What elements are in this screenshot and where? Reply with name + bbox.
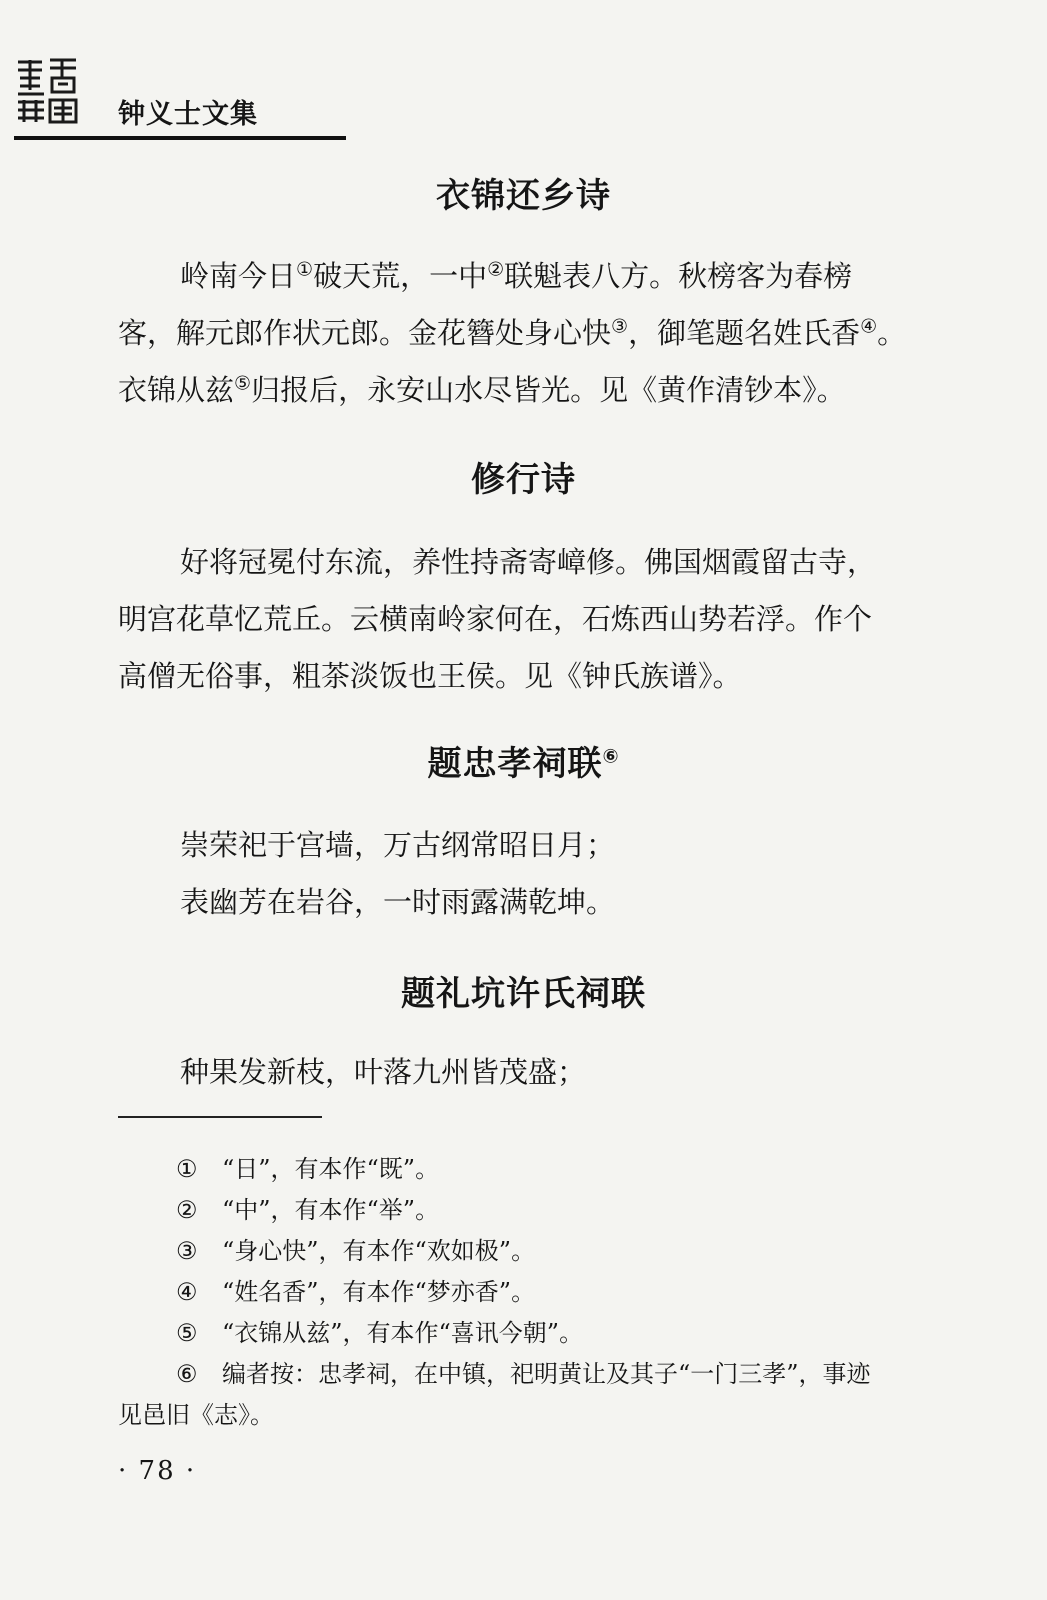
poem-2-line-2: 明宫花草忆荒丘。云横南岭家何在，石炼西山势若浮。作个 (118, 602, 873, 636)
poem-1-line-3: 衣锦从兹⑤归报后，永安山水尽皆光。见《黄作清钞本》。 (118, 372, 846, 407)
footnote-1: ① “日”，有本作“既”。 (176, 1155, 440, 1183)
section-title-2: 修行诗 (471, 460, 576, 500)
poem-2-line-1: 好将冠冕付东流，养性持斋寄嶂修。佛国烟霞留古寺， (180, 545, 877, 579)
section-title-3: 题忠孝祠联⑥ (427, 744, 620, 784)
poem-1-line-1: 岭南今日①破天荒，一中②联魁表八方。秋榜客为春榜 (180, 258, 853, 293)
couplet-2-line-1: 种果发新枝，叶落九州皆茂盛； (180, 1055, 587, 1089)
seal-logo (14, 56, 82, 126)
footnotes (118, 1149, 953, 1436)
couplet-2-text (118, 1044, 948, 1101)
couplet-1-line-1: 崇荣祀于宫墙，万古纲常昭日月； (180, 828, 616, 862)
footnote-6: ⑥ 编者按：忠孝祠，在中镇，祀明黄让及其子“一门三孝”，事迹 (176, 1360, 871, 1388)
note-ref-2: ② (487, 258, 505, 281)
note-ref-6: ⑥ (602, 745, 620, 768)
footnote-6-continued: 见邑旧《志》。 (118, 1401, 274, 1429)
poem-2-line-3: 高僧无俗事，粗茶淡饭也王侯。见《钟氏族谱》。 (118, 659, 742, 693)
poem-1-line-2: 客，解元郎作状元郎。金花簪处身心快③，御笔题名姓氏香④。 (118, 315, 907, 350)
poem-2-text (118, 534, 948, 705)
footnote-rule (118, 1116, 322, 1118)
note-ref-4: ④ (860, 315, 878, 338)
note-ref-3: ③ (611, 315, 629, 338)
couplet-1-line-2: 表幽芳在岩谷，一时雨露满乾坤。 (180, 885, 616, 919)
poem-1-text (118, 248, 948, 419)
footnote-3: ③ “身心快”，有本作“欢如极”。 (176, 1237, 536, 1265)
book-title: 钟义士文集 (118, 99, 258, 130)
section-title-1: 衣锦还乡诗 (436, 176, 611, 216)
header-rule (14, 136, 346, 140)
note-ref-5: ⑤ (234, 372, 252, 395)
section-title-4: 题礼坑许氏祠联 (401, 974, 646, 1014)
page-number: · 78 · (118, 1456, 197, 1486)
footnote-5: ⑤ “衣锦从兹”，有本作“喜讯今朝”。 (176, 1319, 584, 1347)
footnote-2: ② “中”，有本作“举”。 (176, 1196, 440, 1224)
note-ref-1: ① (296, 258, 314, 281)
footnote-4: ④ “姓名香”，有本作“梦亦香”。 (176, 1278, 536, 1306)
couplet-1-text (118, 817, 948, 931)
